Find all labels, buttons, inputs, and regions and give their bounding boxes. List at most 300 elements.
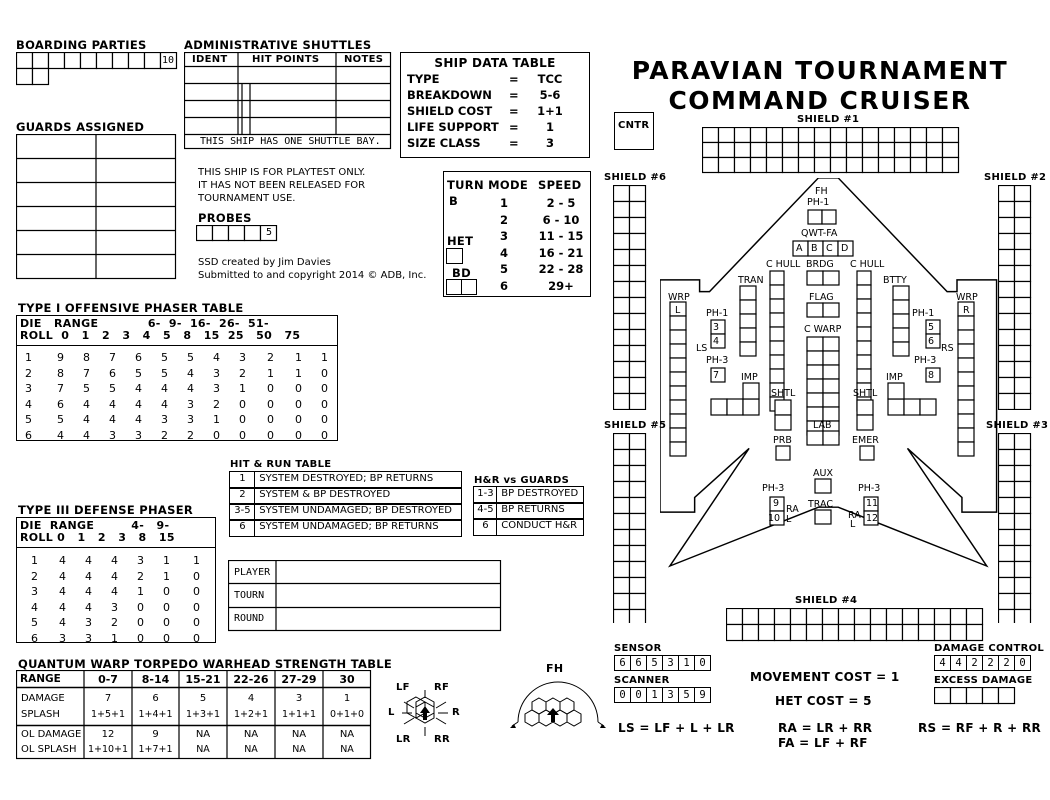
ph3-cell: 0: [137, 600, 144, 614]
shuttle-col-notes: NOTES: [344, 54, 384, 65]
right-warp-box[interactable]: [958, 386, 974, 400]
center-warp-box[interactable]: [807, 337, 823, 351]
formula-ls: LS = LF + L + LR: [618, 721, 735, 735]
hr-table: [230, 472, 462, 536]
ph1-cell: 9: [57, 351, 64, 364]
tourn-field[interactable]: [278, 585, 498, 605]
ph1-cell: 3: [25, 382, 32, 395]
ssd-label: C HULL: [850, 259, 885, 270]
ship-ssd: [600, 108, 1050, 653]
shuttle-box[interactable]: [857, 415, 873, 430]
ph3-cell: 4: [85, 600, 92, 614]
ssd-label: TRAN: [738, 275, 764, 286]
center-hull-box[interactable]: [770, 271, 784, 285]
ship-data-value: 1: [545, 120, 554, 134]
ship-data-table: [400, 52, 590, 158]
ssd-label: R: [963, 305, 970, 316]
ship-data-label: BREAKDOWN: [407, 88, 492, 102]
roll-cell: 2: [229, 487, 255, 504]
battery-box[interactable]: [893, 328, 909, 342]
ph1-cell: 4: [161, 382, 168, 395]
center-warp-box[interactable]: [823, 393, 839, 407]
ph1-fh-box[interactable]: [808, 210, 822, 224]
ph1-cell: 5: [161, 366, 168, 380]
center-hull-box[interactable]: [857, 313, 871, 327]
ph1-cell: 3: [213, 366, 220, 380]
ssd-label: BTTY: [883, 275, 907, 286]
ph3-row: [17, 570, 215, 586]
ship-data-label: SIZE CLASS: [407, 136, 481, 150]
ph3-cell: 0: [193, 600, 200, 614]
ph1-cell: 4: [213, 351, 220, 364]
bridge-box[interactable]: [823, 271, 839, 285]
battery-box[interactable]: [893, 342, 909, 356]
ph3-cell: 2: [137, 569, 144, 583]
impulse-box[interactable]: [711, 399, 727, 415]
ph1-cell: 2: [25, 366, 32, 380]
qwt-cell: 27-29: [281, 673, 317, 686]
ship-data-row: [401, 72, 589, 88]
ph3-cell: 0: [193, 631, 200, 645]
ph1-cell: 4: [187, 382, 194, 395]
ph1-cell: 7: [83, 366, 90, 380]
qwt-cell: NA: [195, 729, 211, 740]
fh-arc-diagram: [508, 662, 608, 736]
result-cell: SYSTEM UNDAMAGED; BP RETURNS: [254, 519, 462, 536]
ph1-cell: 3: [187, 413, 194, 426]
ph3-cell: 3: [59, 631, 66, 645]
result-cell: BP RETURNS: [496, 502, 584, 519]
track-box[interactable]: 0: [1014, 655, 1031, 671]
ph3-cell: 4: [85, 554, 92, 567]
track-box[interactable]: 2: [982, 655, 999, 671]
center-warp-box[interactable]: [807, 351, 823, 365]
right-warp-box[interactable]: [958, 372, 974, 386]
track-box[interactable]: 6: [614, 655, 631, 671]
ssd-label: SHTL: [853, 388, 878, 399]
center-hull-box[interactable]: [857, 271, 871, 285]
shuttle-box[interactable]: [775, 415, 791, 430]
notice-line-2: IT HAS NOT BEEN RELEASED FOR: [198, 180, 366, 191]
table-row: [230, 472, 462, 488]
ssd-label: IMP: [741, 372, 758, 383]
center-hull-box[interactable]: [770, 355, 784, 369]
ssd-label: LS: [696, 343, 708, 354]
boarding-parties-track[interactable]: [16, 52, 178, 88]
right-warp-box[interactable]: [958, 428, 974, 442]
ssd-label: C HULL: [766, 259, 801, 270]
track-box[interactable]: 5: [646, 655, 663, 671]
ssd-label: 9: [773, 498, 780, 509]
probe-box[interactable]: [776, 446, 790, 460]
ph3-cell: 1: [163, 554, 170, 567]
ship-data-value: 1+1: [537, 104, 563, 118]
ssd-label: AUX: [813, 468, 833, 479]
lab-box[interactable]: [823, 431, 839, 445]
center-warp-box[interactable]: [807, 379, 823, 393]
ph1-table: [16, 315, 338, 441]
ssd-label: TRAC: [808, 499, 833, 510]
ph3-cell: 2: [111, 616, 118, 629]
ssd-label: L: [786, 514, 792, 525]
guards-title: GUARDS ASSIGNED: [16, 120, 145, 134]
dc-label: DAMAGE CONTROL: [934, 643, 1045, 654]
track-box[interactable]: 3: [662, 687, 679, 703]
ph1-cell: 5: [25, 413, 32, 426]
track-box[interactable]: 4: [950, 655, 967, 671]
credit-copyright: Submitted to and copyright 2014 © ADB, Inc.: [198, 270, 427, 281]
ph1-header-2: ROLL 0 1 2 3 4 5 8 15 25 50 75: [20, 329, 301, 342]
ph1-cell: 4: [161, 397, 168, 411]
ssd-label: PH-3: [858, 483, 881, 494]
ph1-cell: 6: [57, 397, 64, 411]
ph1-cell: 4: [187, 366, 194, 380]
center-hull-box[interactable]: [857, 369, 871, 383]
center-hull-box[interactable]: [770, 369, 784, 383]
speed-value: 2 - 5: [546, 196, 576, 210]
right-warp-box[interactable]: [958, 414, 974, 428]
ph3-cell: 4: [31, 600, 38, 614]
impulse-box[interactable]: [743, 399, 759, 415]
transporter-box[interactable]: [740, 328, 756, 342]
ph3-cell: 0: [163, 616, 170, 629]
ph1-cell: 3: [135, 428, 142, 442]
het-box[interactable]: [446, 248, 463, 264]
ssd-label: L: [850, 519, 856, 530]
ph3-cell: 3: [137, 554, 144, 567]
impulse-box[interactable]: [727, 399, 743, 415]
ph3-cell: 0: [163, 585, 170, 598]
shuttle-box[interactable]: [857, 400, 873, 415]
ph1-cell: 4: [135, 397, 142, 411]
ph3-cell: 0: [163, 600, 170, 614]
ph1-cell: 2: [267, 351, 274, 364]
track-box[interactable]: 2: [966, 655, 983, 671]
ph1-cell: 2: [187, 428, 194, 442]
transporter-box[interactable]: [740, 286, 756, 300]
ph1-cell: 0: [295, 382, 302, 395]
ph3-cell: 3: [31, 585, 38, 598]
right-warp-box[interactable]: [958, 316, 974, 330]
formula-rs: RS = RF + R + RR: [918, 721, 1042, 735]
excess-damage-track[interactable]: [934, 687, 1018, 705]
right-warp-box[interactable]: [958, 400, 974, 414]
ssd-label: WRP: [956, 292, 978, 303]
credits: [198, 256, 426, 282]
probes-track[interactable]: [196, 225, 280, 243]
ssd-label: C: [826, 243, 833, 254]
turn-mode-row: [492, 246, 587, 263]
ph1-cell: 8: [83, 351, 90, 364]
boarding-parties-title: BOARDING PARTIES: [16, 38, 147, 52]
ph3-cell: 0: [137, 631, 144, 645]
het-label: HET: [447, 234, 474, 248]
center-hull-box[interactable]: [770, 327, 784, 341]
roll-cell: 4-5: [473, 502, 497, 519]
center-label: CNTR: [618, 120, 650, 131]
ssd-label: LAB: [813, 420, 832, 431]
speed-value: 16 - 21: [538, 245, 584, 260]
qwt-cell: NA: [244, 744, 258, 755]
ph1-row: [17, 367, 337, 383]
track-box[interactable]: 3: [662, 655, 679, 671]
transporter-box[interactable]: [740, 314, 756, 328]
player-field[interactable]: [278, 562, 498, 582]
center-hull-box[interactable]: [857, 355, 871, 369]
center-warp-box[interactable]: [823, 337, 839, 351]
ph1-cell: 2: [239, 366, 246, 380]
impulse-box[interactable]: [743, 383, 759, 399]
transporter-box[interactable]: [740, 342, 756, 356]
left-warp-box[interactable]: [670, 414, 686, 428]
shield-6-label: SHIELD #6: [604, 172, 667, 183]
ph1-cell: 0: [239, 413, 246, 426]
ph1-cell: 0: [239, 428, 246, 442]
ph1-cell: 8: [57, 366, 64, 380]
left-warp-box[interactable]: [670, 358, 686, 372]
ph1-cell: 0: [267, 428, 274, 442]
ssd-label: 4: [713, 336, 720, 347]
impulse-box[interactable]: [888, 383, 904, 399]
track-box[interactable]: 2: [998, 655, 1015, 671]
ph1-cell: 0: [267, 382, 274, 395]
shield-1-label: SHIELD #1: [797, 114, 860, 125]
center-hull-box[interactable]: [857, 299, 871, 313]
roll-cell: 6: [473, 518, 497, 535]
ph1-cell: 1: [295, 351, 302, 364]
turn-mode-row: [492, 279, 587, 296]
left-warp-box[interactable]: [670, 330, 686, 344]
ssd-label: C WARP: [804, 324, 842, 335]
ph3-cell: 3: [85, 616, 92, 629]
ship-data-label: TYPE: [407, 72, 440, 86]
ssd-label: RA: [786, 504, 799, 515]
ph1-cell: 6: [25, 428, 32, 442]
ph1-cell: 1: [321, 351, 328, 364]
center-hull-box[interactable]: [770, 299, 784, 313]
turn-mode-value: 5: [500, 262, 509, 276]
shuttle-box[interactable]: [775, 400, 791, 415]
center-hull-box[interactable]: [770, 285, 784, 299]
ph1-cell: 0: [239, 397, 246, 411]
roll-cell: 1: [229, 471, 255, 488]
arc-rf: RF: [434, 682, 450, 693]
ssd-label: 10: [768, 513, 781, 524]
left-warp-box[interactable]: [670, 372, 686, 386]
ship-title: [610, 56, 1030, 116]
boarding-count: 10: [162, 55, 175, 66]
qwt-cell: 1+1+1: [281, 709, 317, 720]
ph1-cell: 0: [267, 413, 274, 426]
ph1-table-title: TYPE I OFFENSIVE PHASER TABLE: [18, 301, 244, 315]
ph1-cell: 0: [321, 397, 328, 411]
ph1-cell: 7: [109, 351, 116, 364]
track-box[interactable]: 0: [630, 687, 647, 703]
center-warp-box[interactable]: [807, 365, 823, 379]
track-box[interactable]: 4: [934, 655, 951, 671]
center-warp-box[interactable]: [823, 407, 839, 421]
qwt-splash-label: SPLASH: [21, 709, 60, 720]
shuttle-footer: THIS SHIP HAS ONE SHUTTLE BAY.: [200, 136, 381, 147]
battery-box[interactable]: [893, 286, 909, 300]
center-warp-box[interactable]: [807, 393, 823, 407]
left-warp-box[interactable]: [670, 428, 686, 442]
center-warp-box[interactable]: [823, 379, 839, 393]
qwt-cell: 4: [247, 693, 255, 704]
center-hull-box[interactable]: [857, 341, 871, 355]
left-warp-box[interactable]: [670, 442, 686, 456]
excess-label: EXCESS DAMAGE: [934, 675, 1033, 686]
qwt-cell: 1+5+1: [90, 709, 126, 720]
ph3-cell: 5: [31, 616, 38, 629]
ph1-fh-box[interactable]: [822, 210, 836, 224]
ph3-cell: 4: [59, 554, 66, 567]
ph1-cell: 3: [213, 382, 220, 395]
shield-5-label: SHIELD #5: [604, 420, 667, 431]
round-field[interactable]: [278, 609, 498, 629]
turn-mode-value: 1: [500, 196, 509, 210]
qwt-cell: 30: [339, 673, 355, 686]
movement-cost: MOVEMENT COST = 1: [750, 670, 900, 684]
ph1-cell: 0: [295, 428, 302, 442]
qwt-cell: 1+7+1: [138, 744, 173, 755]
ph3-cell: 0: [193, 569, 200, 583]
impulse-box[interactable]: [888, 399, 904, 415]
bridge-box[interactable]: [807, 271, 823, 285]
ph1-cell: 3: [187, 397, 194, 411]
left-warp-box[interactable]: [670, 386, 686, 400]
qwt-cell: 6: [152, 693, 159, 704]
bd-box-2[interactable]: [461, 279, 477, 295]
title-line-2: COMMAND CRUISER: [668, 86, 972, 115]
battery-box[interactable]: [893, 314, 909, 328]
ph1-cell: 2: [213, 397, 220, 411]
ph3-cell: 4: [111, 569, 118, 583]
track-box[interactable]: 5: [678, 687, 695, 703]
emer-box[interactable]: [860, 446, 874, 460]
ship-data-row: [401, 104, 589, 120]
arc-fh: FH: [546, 662, 564, 675]
center-hull-box[interactable]: [770, 341, 784, 355]
turn-mode-row: [492, 229, 587, 246]
lab-box[interactable]: [807, 431, 823, 445]
qwt-table-title: QUANTUM WARP TORPEDO WARHEAD STRENGTH TABLE: [18, 657, 393, 671]
left-warp-box[interactable]: [670, 316, 686, 330]
ph1-cell: 1: [213, 413, 220, 426]
aux-box[interactable]: [815, 479, 831, 493]
impulse-box[interactable]: [920, 399, 936, 415]
ph1-cell: 4: [135, 382, 142, 395]
guards-grid[interactable]: [16, 134, 178, 282]
center-hull-box[interactable]: [857, 285, 871, 299]
track-box[interactable]: 1: [646, 687, 663, 703]
result-cell: SYSTEM UNDAMAGED; BP DESTROYED: [254, 503, 462, 520]
round-label: ROUND: [234, 613, 265, 624]
track-box[interactable]: 0: [614, 687, 631, 703]
track-box[interactable]: 9: [694, 687, 711, 703]
ssd-label: 8: [928, 370, 935, 381]
impulse-box[interactable]: [904, 399, 920, 415]
player-label: PLAYER: [234, 567, 271, 578]
right-warp-box[interactable]: [958, 358, 974, 372]
battery-box[interactable]: [893, 300, 909, 314]
qwt-cell: NA: [292, 744, 306, 755]
ship-data-value: TCC: [537, 72, 563, 86]
track-box[interactable]: 6: [630, 655, 647, 671]
ph1-cell: 7: [57, 382, 64, 395]
ssd-label: PH-3: [706, 355, 729, 366]
het-cost: HET COST = 5: [775, 694, 872, 708]
shield-4-label: SHIELD #4: [795, 595, 858, 606]
transporter-box[interactable]: [740, 300, 756, 314]
tractor-box[interactable]: [815, 510, 831, 524]
center-hull-box[interactable]: [770, 313, 784, 327]
center-hull-box[interactable]: [857, 327, 871, 341]
ph1-cell: 1: [239, 382, 246, 395]
qwt-cell: NA: [339, 729, 355, 740]
track-box[interactable]: 1: [678, 655, 695, 671]
center-warp-box[interactable]: [823, 365, 839, 379]
ph1-row: [17, 351, 337, 367]
left-warp-box[interactable]: [670, 344, 686, 358]
ship-data-title: SHIP DATA TABLE: [434, 56, 556, 70]
center-warp-box[interactable]: [823, 351, 839, 365]
flag-box[interactable]: [807, 303, 823, 317]
ph1-cell: 4: [57, 428, 64, 442]
flag-box[interactable]: [823, 303, 839, 317]
ph1-cell: 0: [295, 413, 302, 426]
right-warp-box[interactable]: [958, 344, 974, 358]
qwt-cell: 15-21: [185, 673, 221, 686]
ph3-table: DIE RANGE 4- 9- ROLL 0 1 2 3 8 15 1 4 4 4 3 1 1 2 4 4 4 2 1 0 3 4 4 4 1 0 0 4 4 4 3 0 0 0 5 4 3 2 0 0 0 6 3 3 1 0 0 0: [16, 517, 216, 643]
ph3-cell: 1: [111, 631, 118, 645]
bd-box-1[interactable]: [446, 279, 462, 295]
ssd-label: SHTL: [771, 388, 796, 399]
left-warp-box[interactable]: [670, 400, 686, 414]
ship-data-label: LIFE SUPPORT: [407, 120, 499, 134]
ssd-label: EMER: [852, 435, 879, 446]
ph1-cell: 4: [109, 397, 116, 411]
qwt-damage-label: DAMAGE: [21, 693, 65, 704]
turn-mode-row: [492, 262, 587, 279]
qwt-table: [16, 670, 376, 762]
firing-arc-diagram: [390, 678, 460, 748]
center-warp-box[interactable]: [807, 407, 823, 421]
ph1-cell: 5: [57, 413, 64, 426]
shuttles-table[interactable]: [184, 52, 394, 152]
ph1-cell: 0: [321, 366, 328, 380]
ssd-label: RA: [848, 510, 861, 521]
track-box[interactable]: 0: [694, 655, 711, 671]
ph1-cell: 5: [83, 382, 90, 395]
ssd-label: L: [675, 305, 681, 316]
turn-mode-value: 6: [500, 278, 509, 293]
right-warp-box[interactable]: [958, 330, 974, 344]
turn-mode-value: 4: [500, 245, 509, 260]
ship-data-eq: =: [509, 104, 519, 118]
playtest-notice: [198, 166, 365, 205]
tourn-label: TOURN: [234, 590, 265, 601]
roll-cell: 1-3: [473, 486, 497, 503]
table-row: [230, 520, 462, 536]
right-warp-box[interactable]: [958, 442, 974, 456]
roll-cell: 6: [229, 519, 255, 536]
qwt-cell: 12: [101, 729, 115, 740]
speed-value: 29+: [548, 278, 574, 293]
ph3-cell: 0: [193, 616, 200, 629]
probes-count: 5: [266, 227, 273, 238]
ph3-cell: 6: [31, 631, 38, 645]
